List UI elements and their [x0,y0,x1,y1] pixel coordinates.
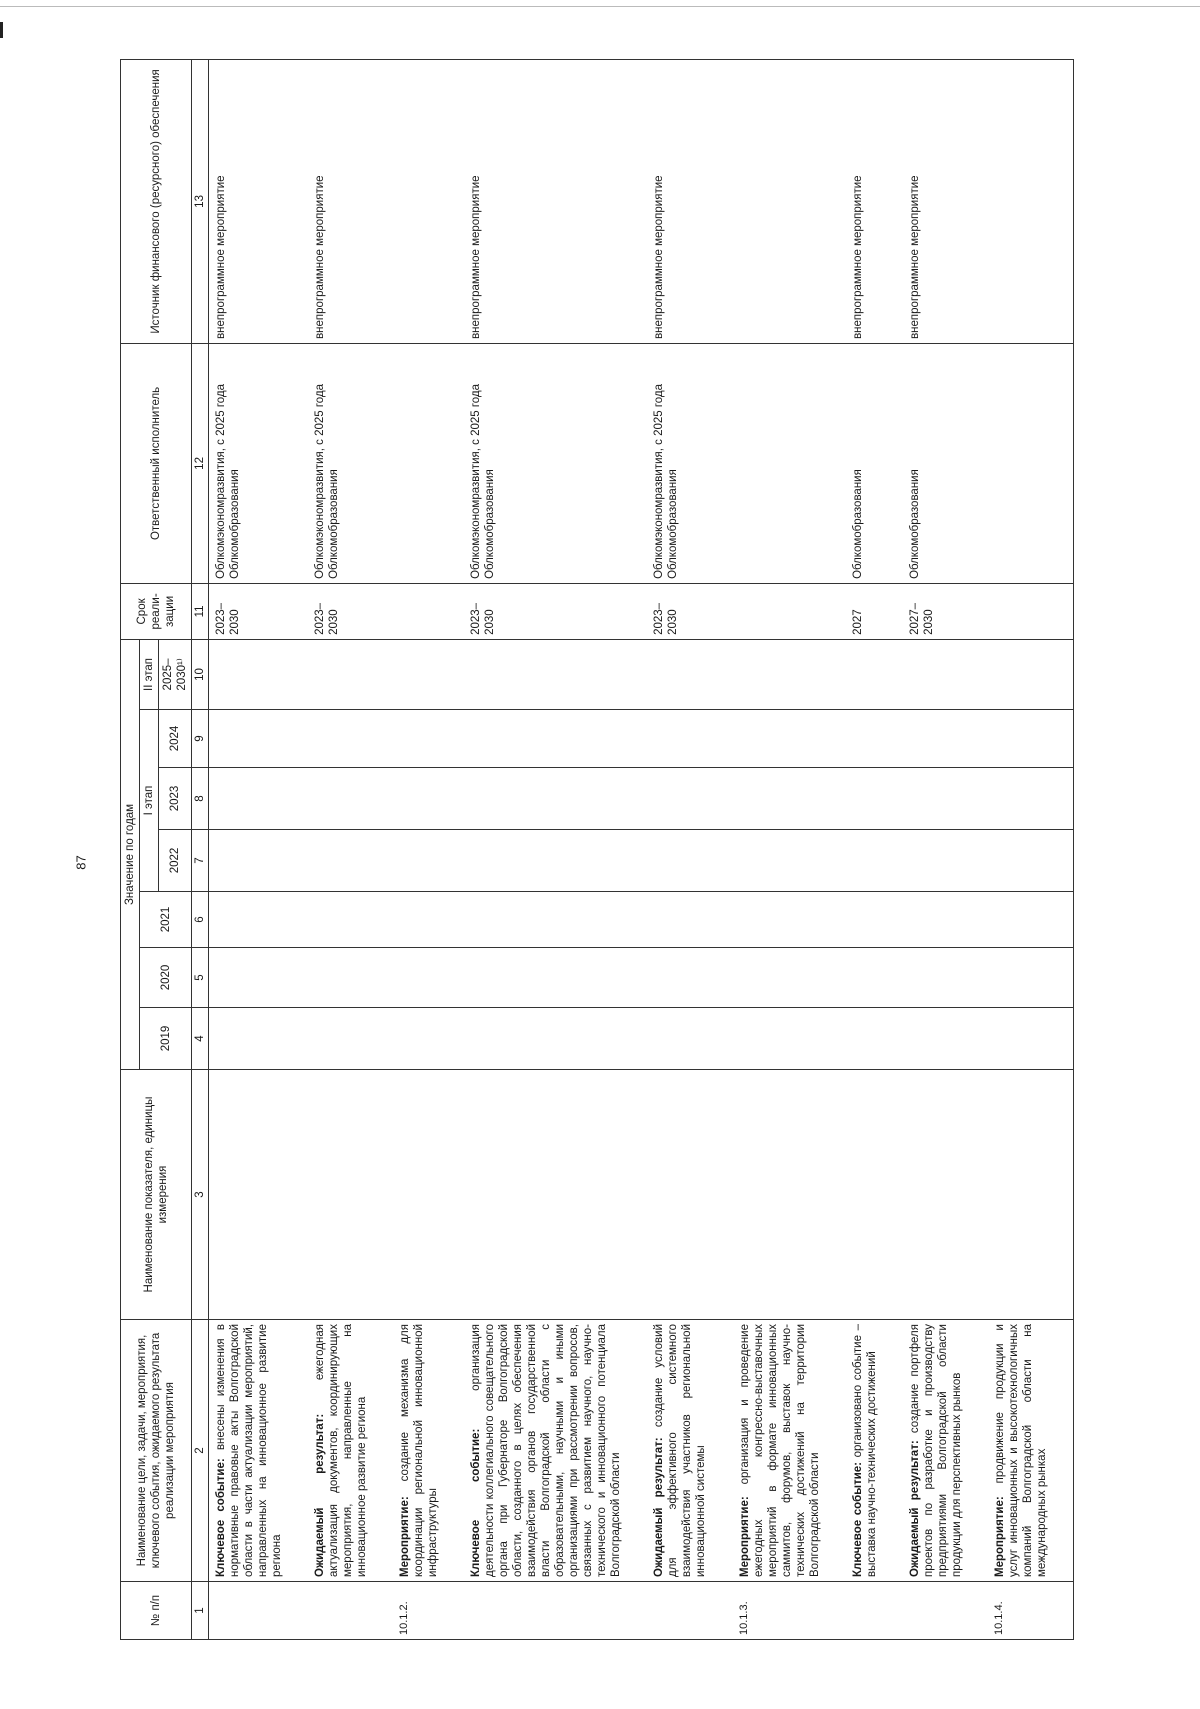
value-cell [308,1008,393,1070]
term-cell [308,583,393,639]
value-cell [903,830,988,892]
source-cell [209,59,309,343]
executor-cell [308,343,393,583]
term-cell-text: 2023–2030 [653,602,680,635]
rotated-table-sheet [120,60,1170,1640]
value-cell [903,1008,988,1070]
term-cell [647,583,732,639]
source-cell-text [993,64,1003,339]
table-row [647,59,732,1639]
row-number-text [851,1586,861,1635]
executor-cell-text: Облкомобразования [908,469,921,579]
value-cell [464,710,647,768]
row-description-paragraph [469,1324,623,1577]
value-cell [209,1008,309,1070]
col-number: 12 [192,343,209,583]
row-type-label: Ожидаемый результат: [908,1440,921,1577]
value-cell [308,639,393,709]
value-cell [308,892,393,948]
executor-cell-text: Облкомэкономразвития, с 2025 года Облкомобразования [314,383,341,579]
col-number: 8 [192,768,209,830]
table-row [464,59,647,1639]
indicator-cell [393,1070,464,1320]
header-stage-1: I этап [140,710,159,892]
value-cell [733,768,846,830]
term-cell [733,583,846,639]
col-number: 1 [192,1582,209,1640]
executor-cell-text [993,348,1003,579]
row-description-paragraph [738,1324,822,1577]
header-indicator: Наименование показателя, единицы измерения [121,1070,192,1320]
value-cell [846,948,903,1008]
program-table [120,59,1074,1640]
value-cell [733,639,846,709]
col-number: 11 [192,583,209,639]
row-number-text [652,1586,662,1635]
row-description-text: создание портфеля проектов по разработке и производству предприятиями Волгоградской области продукции для перспективных рынков [908,1324,963,1577]
row-description-text: продвижение продукции и услуг инновационных и высокотехнологичных компаний Волгоградской области на международных рынках [993,1324,1048,1577]
indicator-cell [846,1070,903,1320]
value-cell [988,710,1074,768]
row-type-label: Мероприятие: [993,1496,1006,1577]
value-cell [903,948,988,1008]
table-row [209,59,309,1639]
col-number: 9 [192,710,209,768]
value-cell [464,948,647,1008]
value-cell [209,892,309,948]
value-cell [988,830,1074,892]
source-cell-text: внепрограммное мероприятие [314,175,327,339]
value-cell [647,948,732,1008]
source-cell [647,59,732,343]
source-cell-text: внепрограммное мероприятие [653,175,666,339]
indicator-cell [988,1070,1074,1320]
table-row [733,59,846,1639]
value-cell [393,768,464,830]
term-cell [393,583,464,639]
row-description-text: создание механизма для координации региональной инновационной инфраструктуры [399,1324,440,1577]
value-cell [464,639,647,709]
value-cell [393,892,464,948]
row-description [647,1320,732,1582]
term-cell-text: 2023–2030 [470,602,497,635]
row-description-paragraph [313,1324,369,1577]
executor-cell [209,343,309,583]
row-number [647,1582,732,1640]
term-cell [209,583,309,639]
value-cell [988,948,1074,1008]
term-cell-text: 2027 [851,609,864,635]
value-cell [647,768,732,830]
header-2024: 2024 [159,710,192,768]
row-type-label: Ключевое событие: [470,1428,483,1577]
row-description-text: ежегодная актуализация документов, координирующих мероприятия, направленные на инновационное развитие региона [314,1324,369,1577]
col-number: 6 [192,892,209,948]
value-cell [846,710,903,768]
executor-cell [393,343,464,583]
row-number-text [469,1586,479,1635]
row-type-label: Мероприятие: [399,1496,412,1577]
row-description-text: организация и проведение ежегодных конгрессно-выставочных мероприятий в формате инновационных саммитов, форумов, выставок научно-технических достижений на территории Волгоградской области [738,1324,821,1577]
value-cell [903,639,988,709]
value-cell [464,768,647,830]
source-cell [988,59,1074,343]
row-description [903,1320,988,1582]
executor-cell-text [398,348,408,579]
value-cell [308,830,393,892]
col-number: 2 [192,1320,209,1582]
value-cell [846,768,903,830]
source-cell-text: внепрограммное мероприятие [908,175,921,339]
row-type-label: Ожидаемый результат: [653,1437,666,1577]
executor-cell-text [738,348,748,579]
row-description-text: организовано событие – выставка научно-технических достижений [851,1324,878,1577]
value-cell [733,1008,846,1070]
value-cell [393,1008,464,1070]
header-2023: 2023 [159,768,192,830]
row-description-text: организация деятельности коллегиального совещательного органа при Губернаторе Волгоградской области, созданного в целях обеспечения взаимодействия органов государственной власти Волгоградской области с образовательными, научными и иными организациями при рассмотрении вопросов, связанных с развитием научного, научно-технического и инновационного потенциала Волгоградской области [470,1324,623,1577]
value-cell [308,768,393,830]
row-description [846,1320,903,1582]
term-cell-text [738,588,748,635]
value-cell [733,892,846,948]
row-number [733,1582,846,1640]
executor-cell [846,343,903,583]
executor-cell [464,343,647,583]
value-cell [209,830,309,892]
header-2022: 2022 [159,830,192,892]
row-description [464,1320,647,1582]
source-cell-text: внепрограммное мероприятие [851,175,864,339]
row-description-text: создание условий для эффективного системного взаимодействия участников региональной инновационной системы [653,1324,708,1577]
row-number-text [313,1586,323,1635]
col-number: 4 [192,1008,209,1070]
table-row [988,59,1074,1639]
value-cell [393,639,464,709]
indicator-cell [903,1070,988,1320]
header-2025-2030: 2025–2030¹⁾ [159,639,192,709]
row-description-paragraph [908,1324,964,1577]
value-cell [308,710,393,768]
table-row [308,59,393,1639]
value-cell [846,892,903,948]
header-2019: 2019 [140,1008,192,1070]
row-description-text: внесены изменения в нормативные правовые акты Волгоградской области в части актуализации мероприятий, направленных на инновационное развитие региона [215,1324,284,1577]
row-number-text [908,1586,918,1635]
value-cell [988,768,1074,830]
row-description [393,1320,464,1582]
row-description [308,1320,393,1582]
value-cell [393,830,464,892]
value-cell [464,892,647,948]
value-cell [903,710,988,768]
scan-top-edge [0,6,1200,7]
value-cell [393,948,464,1008]
row-number [209,1582,309,1640]
row-number [988,1582,1074,1640]
header-term: Срок реали-зации [121,583,192,639]
row-number-text: 10.1.4. [992,1601,1005,1635]
row-description-paragraph [652,1324,708,1577]
row-number [903,1582,988,1640]
row-type-label: Ключевое событие: [215,1458,228,1577]
value-cell [209,948,309,1008]
value-cell [903,892,988,948]
row-number [464,1582,647,1640]
row-type-label: Ключевое событие: [851,1462,864,1577]
header-num: № п/п [121,1582,192,1640]
source-cell [903,59,988,343]
value-cell [988,1008,1074,1070]
executor-cell [647,343,732,583]
term-cell [988,583,1074,639]
row-number-text [214,1586,224,1635]
value-cell [846,639,903,709]
scan-edge-mark [0,22,3,38]
term-cell-text: 2027–2030 [908,602,935,635]
table-row [393,59,464,1639]
header-values-group: Значение по годам [121,639,140,1069]
value-cell [647,710,732,768]
value-cell [846,1008,903,1070]
row-description-paragraph [993,1324,1049,1577]
value-cell [647,1008,732,1070]
indicator-cell [733,1070,846,1320]
indicator-cell [647,1070,732,1320]
col-number: 7 [192,830,209,892]
row-number [846,1582,903,1640]
term-cell-text [993,588,1003,635]
term-cell-text: 2023–2030 [314,602,341,635]
value-cell [988,892,1074,948]
row-type-label: Мероприятие: [738,1496,751,1577]
term-cell-text: 2023–2030 [215,602,242,635]
value-cell [209,710,309,768]
source-cell-text: внепрограммное мероприятие [470,175,483,339]
header-source: Источник финансового (ресурсного) обеспечения [121,59,192,343]
executor-cell [733,343,846,583]
value-cell [733,710,846,768]
col-number: 13 [192,59,209,343]
indicator-cell [464,1070,647,1320]
table-body [209,59,1074,1639]
indicator-cell [308,1070,393,1320]
source-cell-text [738,64,748,339]
term-cell [846,583,903,639]
value-cell [647,830,732,892]
value-cell [903,768,988,830]
table-row [903,59,988,1639]
value-cell [209,639,309,709]
term-cell-text [398,588,408,635]
value-cell [209,768,309,830]
executor-cell-text: Облкомэкономразвития, с 2025 года Облкомобразования [470,383,497,579]
source-cell-text: внепрограммное мероприятие [215,175,228,339]
executor-cell-text: Облкомэкономразвития, с 2025 года Облкомобразования [215,383,242,579]
row-description [733,1320,846,1582]
header-name: Наименование цели, задачи, мероприятия, ключевого события, ожидаемого результата реализации мероприятия [121,1320,192,1582]
col-number: 3 [192,1070,209,1320]
row-number-text: 10.1.3. [737,1601,750,1635]
executor-cell [988,343,1074,583]
value-cell [308,948,393,1008]
value-cell [733,830,846,892]
value-cell [733,948,846,1008]
row-description-paragraph [851,1324,879,1577]
page-number: 87 [73,855,89,870]
value-cell [846,830,903,892]
header-stage-2: II этап [140,639,159,709]
row-number [308,1582,393,1640]
value-cell [647,639,732,709]
header-executor: Ответственный исполнитель [121,343,192,583]
row-description [988,1320,1074,1582]
col-number: 5 [192,948,209,1008]
header-2020: 2020 [140,948,192,1008]
value-cell [464,830,647,892]
term-cell [464,583,647,639]
source-cell [464,59,647,343]
executor-cell [903,343,988,583]
source-cell-text [398,64,408,339]
executor-cell-text: Облкомобразования [851,469,864,579]
col-number: 10 [192,639,209,709]
row-type-label: Ожидаемый результат: [314,1413,327,1577]
value-cell [988,639,1074,709]
value-cell [464,1008,647,1070]
row-number [393,1582,464,1640]
source-cell [308,59,393,343]
term-cell [903,583,988,639]
executor-cell-text: Облкомэкономразвития, с 2025 года Облкомобразования [653,383,680,579]
source-cell [393,59,464,343]
source-cell [846,59,903,343]
table-row [846,59,903,1639]
value-cell [647,892,732,948]
header-2021: 2021 [140,892,192,948]
row-description [209,1320,309,1582]
row-description-paragraph [214,1324,284,1577]
value-cell [393,710,464,768]
source-cell [733,59,846,343]
row-description-paragraph [398,1324,440,1577]
indicator-cell [209,1070,309,1320]
row-number-text: 10.1.2. [398,1601,411,1635]
